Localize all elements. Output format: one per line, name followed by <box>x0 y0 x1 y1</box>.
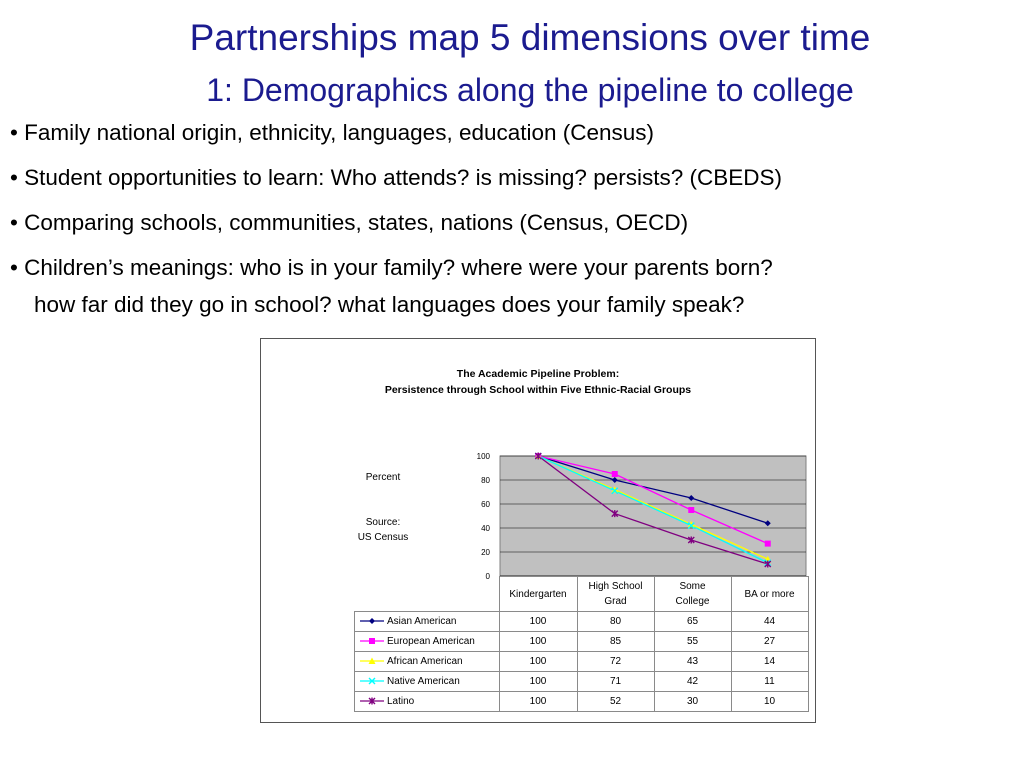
table-cell: 10 <box>731 692 808 712</box>
table-cell: 100 <box>499 692 577 712</box>
y-tick-label: 60 <box>481 500 490 509</box>
table-row <box>355 692 809 712</box>
column-header: High School Grad <box>577 577 654 612</box>
data-point <box>765 541 771 547</box>
data-table <box>354 576 809 712</box>
table-cell: 71 <box>577 672 654 692</box>
column-header: Some College <box>654 577 731 612</box>
y-axis-label: Percent <box>365 472 401 483</box>
legend-entry <box>355 672 500 692</box>
source-value: US Census <box>357 532 409 543</box>
plot-area <box>500 456 806 576</box>
legend-key-icon <box>359 636 385 646</box>
legend-entry <box>355 612 500 632</box>
table-cell: 52 <box>577 692 654 712</box>
bullet-item: • Children’s meanings: who is in your family? where were your parents born? <box>10 255 773 280</box>
table-row <box>355 612 809 632</box>
legend-key-icon <box>359 696 385 706</box>
legend-label: Latino <box>387 696 415 707</box>
y-tick-label: 100 <box>476 452 490 461</box>
table-cell: 65 <box>654 612 731 632</box>
data-point <box>688 507 694 513</box>
y-tick-label: 20 <box>481 548 490 557</box>
y-tick-label: 0 <box>485 572 490 581</box>
table-cell: 85 <box>577 632 654 652</box>
legend-key-marker <box>369 638 375 644</box>
legend-entry <box>355 692 500 712</box>
legend-label: African American <box>387 656 463 667</box>
table-cell: 72 <box>577 652 654 672</box>
table-cell: 100 <box>499 652 577 672</box>
chart-frame <box>260 338 816 723</box>
table-cell: 55 <box>654 632 731 652</box>
bullet-list <box>10 118 1020 335</box>
table-cell: 100 <box>499 672 577 692</box>
legend-key-icon <box>359 616 385 626</box>
table-corner <box>355 577 500 612</box>
chart-title-line1: The Academic Pipeline Problem: <box>456 368 620 380</box>
table-cell: 11 <box>731 672 808 692</box>
table-row <box>355 652 809 672</box>
legend-entry <box>355 632 500 652</box>
bullet-item: • Student opportunities to learn: Who attends? is missing? persists? (CBEDS) <box>10 165 782 190</box>
chart-title-line2: Persistence through School within Five Ethnic-Racial Groups <box>384 384 692 396</box>
legend-label: Asian American <box>387 616 457 627</box>
legend-key-icon <box>359 676 385 686</box>
legend-key-icon <box>359 656 385 666</box>
legend-label: Native American <box>387 676 460 687</box>
legend-key-marker <box>369 618 375 624</box>
table-row <box>355 672 809 692</box>
table-cell: 30 <box>654 692 731 712</box>
column-header: BA or more <box>731 577 808 612</box>
bullet-item: • Family national origin, ethnicity, languages, education (Census) <box>10 120 655 145</box>
y-tick-label: 80 <box>481 476 490 485</box>
legend-entry <box>355 652 500 672</box>
y-tick-label: 40 <box>481 524 490 533</box>
table-cell: 80 <box>577 612 654 632</box>
bullet-continuation: how far did they go in school? what languages does your family speak? <box>34 292 745 317</box>
column-header: Kindergarten <box>499 577 577 612</box>
bullet-item: • Comparing schools, communities, states, nations (Census, OECD) <box>10 210 689 235</box>
table-cell: 44 <box>731 612 808 632</box>
table-row <box>355 632 809 652</box>
data-point <box>612 471 618 477</box>
slide-title: Partnerships map 5 dimensions over time <box>189 17 871 58</box>
slide-subtitle: 1: Demographics along the pipeline to college <box>206 72 854 108</box>
legend-label: European American <box>387 636 475 647</box>
table-cell: 27 <box>731 632 808 652</box>
table-cell: 14 <box>731 652 808 672</box>
table-cell: 100 <box>499 612 577 632</box>
table-cell: 43 <box>654 652 731 672</box>
table-cell: 42 <box>654 672 731 692</box>
table-cell: 100 <box>499 632 577 652</box>
source-label: Source: <box>365 517 401 528</box>
